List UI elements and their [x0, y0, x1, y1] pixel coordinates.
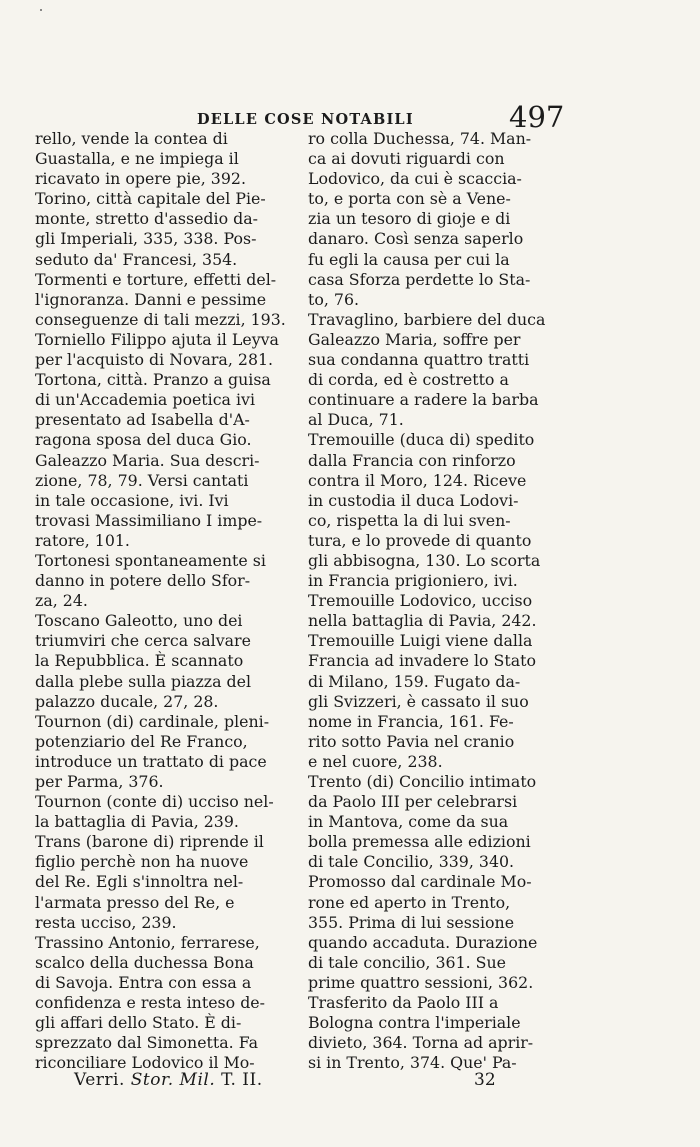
entry-line: Bologna contra l'imperiale: [308, 1013, 521, 1033]
entry-line: Francia ad invadere lo Stato: [308, 651, 536, 671]
entry-line: danno in potere dello Sfor-: [35, 571, 251, 591]
entry-line: zia un tesoro di gioje e di: [308, 209, 511, 229]
entry-line: bolla premessa alle edizioni: [308, 832, 531, 852]
entry-line: Guastalla, e ne impiega il: [35, 149, 239, 169]
entry-line: confidenza e resta inteso de-: [35, 993, 265, 1013]
entry-line: divieto, 364. Torna ad aprir-: [308, 1033, 534, 1053]
book-signature: [74, 1070, 263, 1090]
entry-line: triumviri che cerca salvare: [35, 631, 251, 651]
entry-line: introduce un trattato di pace: [35, 751, 267, 771]
entry-line: contra il Moro, 124. Riceve: [308, 470, 527, 490]
entry-line: Tremouille Luigi viene dalla: [308, 631, 533, 651]
entry-line: di un'Accademia poetica ivi: [35, 390, 256, 410]
entry-line: Galeazzo Maria. Sua descri-: [35, 450, 260, 470]
entry-line: la battaglia di Pavia, 239.: [35, 812, 239, 832]
entry-line: za, 24.: [35, 591, 88, 611]
entry-line: di Milano, 159. Fugato da-: [308, 671, 521, 691]
index-entry: [308, 772, 598, 1073]
entry-line: to, 76.: [308, 289, 360, 309]
entry-line: casa Sforza perdette lo Sta-: [308, 269, 531, 289]
paper-speck: [40, 9, 42, 11]
entry-line: Tortonesi spontaneamente si: [35, 550, 266, 570]
entry-line: Torniello Filippo ajuta il Leyva: [35, 329, 279, 349]
entry-line: Torino, città capitale del Pie-: [35, 189, 266, 209]
entry-line: danaro. Così senza saperlo: [308, 229, 524, 249]
entry-line: seduto da' Francesi, 354.: [35, 249, 238, 269]
entry-line: di tale concilio, 361. Sue: [308, 952, 507, 972]
index-entry: [35, 933, 325, 1074]
entry-line: prime quattro sessioni, 362.: [308, 972, 534, 992]
entry-line: sprezzato dal Simonetta. Fa: [35, 1033, 259, 1053]
entry-line: gli Imperiali, 335, 338. Pos-: [35, 229, 257, 249]
entry-line: nome in Francia, 161. Fe-: [308, 711, 514, 731]
entry-line: Galeazzo Maria, soffre per: [308, 329, 521, 349]
entry-line: Tortona, città. Pranzo a guisa: [35, 370, 271, 390]
entry-line: ca ai dovuti riguardi con: [308, 149, 505, 169]
entry-line: gli abbisogna, 130. Lo scorta: [308, 550, 541, 570]
entry-line: nella battaglia di Pavia, 242.: [308, 611, 537, 631]
index-entry: [35, 551, 325, 611]
index-entry: [35, 189, 325, 269]
entry-line: rone ed aperto in Trento,: [308, 892, 511, 912]
entry-line: co, rispetta la di lui sven-: [308, 510, 511, 530]
entry-line: Trassino Antonio, ferrarese,: [35, 932, 260, 952]
entry-line: Tremouille (duca di) spedito: [308, 430, 535, 450]
entry-line: in Francia prigioniero, ivi.: [308, 571, 518, 591]
entry-line: gli affari dello Stato. È di-: [35, 1013, 242, 1033]
entry-line: dalla Francia con rinforzo: [308, 450, 516, 470]
entry-line: Toscano Galeotto, uno dei: [35, 611, 243, 631]
left-column: [35, 129, 325, 1073]
signature-title: Stor. Mil.: [130, 1070, 216, 1090]
entry-line: scalco della duchessa Bona: [35, 952, 254, 972]
entry-line: palazzo ducale, 27, 28.: [35, 691, 219, 711]
entry-line: tura, e lo provede di quanto: [308, 530, 532, 550]
entry-line: trovasi Massimiliano I impe-: [35, 510, 263, 530]
entry-line: ro colla Duchessa, 74. Man-: [308, 129, 532, 148]
right-column: [308, 129, 598, 1073]
entry-line: resta ucciso, 239.: [35, 912, 177, 932]
entry-line: Tournon (conte di) ucciso nel-: [35, 792, 274, 812]
entry-line: zione, 78, 79. Versi cantati: [35, 470, 249, 490]
entry-line: 355. Prima di lui sessione: [308, 912, 515, 932]
entry-line: continuare a radere la barba: [308, 390, 539, 410]
index-entry: [35, 270, 325, 330]
entry-line: dalla plebe sulla piazza del: [35, 671, 252, 691]
entry-line: in tale occasione, ivi. Ivi: [35, 490, 229, 510]
index-entry: [35, 832, 325, 932]
signature-author: Verri.: [74, 1070, 125, 1090]
entry-line: Tormenti e torture, effetti del-: [35, 269, 277, 289]
index-entry: [35, 370, 325, 551]
entry-line: e nel cuore, 238.: [308, 751, 443, 771]
page-footer: [74, 1070, 634, 1100]
index-entry: [308, 310, 598, 431]
entry-line: rito sotto Pavia nel cranio: [308, 731, 515, 751]
entry-line: Trasferito da Paolo III a: [308, 993, 499, 1013]
entry-line: riconciliare Lodovico il Mo-: [35, 1053, 255, 1073]
entry-line: si in Trento, 374. Que' Pa-: [308, 1053, 517, 1073]
index-entry: [35, 330, 325, 370]
entry-line: Trans (barone di) riprende il: [35, 832, 264, 852]
entry-line: in Mantova, come da sua: [308, 812, 509, 832]
entry-line: da Paolo III per celebrarsi: [308, 792, 518, 812]
entry-line: per l'acquisto di Novara, 281.: [35, 350, 274, 370]
index-entry: [35, 712, 325, 792]
entry-line: Tremouille Lodovico, ucciso: [308, 591, 533, 611]
entry-line: to, e porta con sè a Vene-: [308, 189, 511, 209]
entry-line: ricavato in opere pie, 392.: [35, 169, 246, 189]
entry-line: al Duca, 71.: [308, 410, 404, 430]
entry-line: la Repubblica. È scannato: [35, 651, 244, 671]
entry-line: l'ignoranza. Danni e pessime: [35, 289, 267, 309]
page-number: 497: [509, 100, 565, 134]
entry-line: ragona sposa del duca Gio.: [35, 430, 252, 450]
entry-line: presentato ad Isabella d'A-: [35, 410, 250, 430]
index-entry: [35, 129, 325, 189]
entry-line: del Re. Egli s'innoltra nel-: [35, 872, 244, 892]
entry-line: di tale Concilio, 339, 340.: [308, 852, 515, 872]
entry-line: Tournon (di) cardinale, pleni-: [35, 711, 270, 731]
running-title: DELLE COSE NOTABILI: [197, 111, 414, 128]
entry-line: figlio perchè non ha nuove: [35, 852, 249, 872]
index-entry: [308, 129, 598, 310]
entry-line: sua condanna quattro tratti: [308, 350, 530, 370]
entry-line: di Savoja. Entra con essa a: [35, 972, 252, 992]
entry-line: ratore, 101.: [35, 530, 130, 550]
index-entry: [308, 591, 598, 631]
index-entry: [35, 792, 325, 832]
entry-line: conseguenze di tali mezzi, 193.: [35, 309, 286, 329]
entry-line: gli Svizzeri, è cassato il suo: [308, 691, 529, 711]
entry-line: monte, stretto d'assedio da-: [35, 209, 258, 229]
entry-line: di corda, ed è costretto a: [308, 370, 509, 390]
signature-mark: 32: [474, 1070, 496, 1090]
entry-line: quando accaduta. Durazione: [308, 932, 538, 952]
entry-line: Trento (di) Concilio intimato: [308, 772, 537, 791]
entry-line: l'armata presso del Re, e: [35, 892, 235, 912]
entry-line: fu egli la causa per cui la: [308, 249, 510, 269]
entry-line: Travaglino, barbiere del duca: [308, 309, 546, 329]
entry-line: rello, vende la contea di: [35, 129, 228, 148]
signature-volume: T. II.: [221, 1070, 263, 1090]
entry-line: potenziario del Re Franco,: [35, 731, 248, 751]
index-entry: [308, 430, 598, 591]
entry-line: in custodia il duca Lodovi-: [308, 490, 519, 510]
entry-line: Promosso dal cardinale Mo-: [308, 872, 532, 892]
entry-line: Lodovico, da cui è scaccia-: [308, 169, 522, 189]
entry-line: per Parma, 376.: [35, 772, 164, 791]
index-entry: [35, 611, 325, 711]
index-entry: [308, 631, 598, 772]
